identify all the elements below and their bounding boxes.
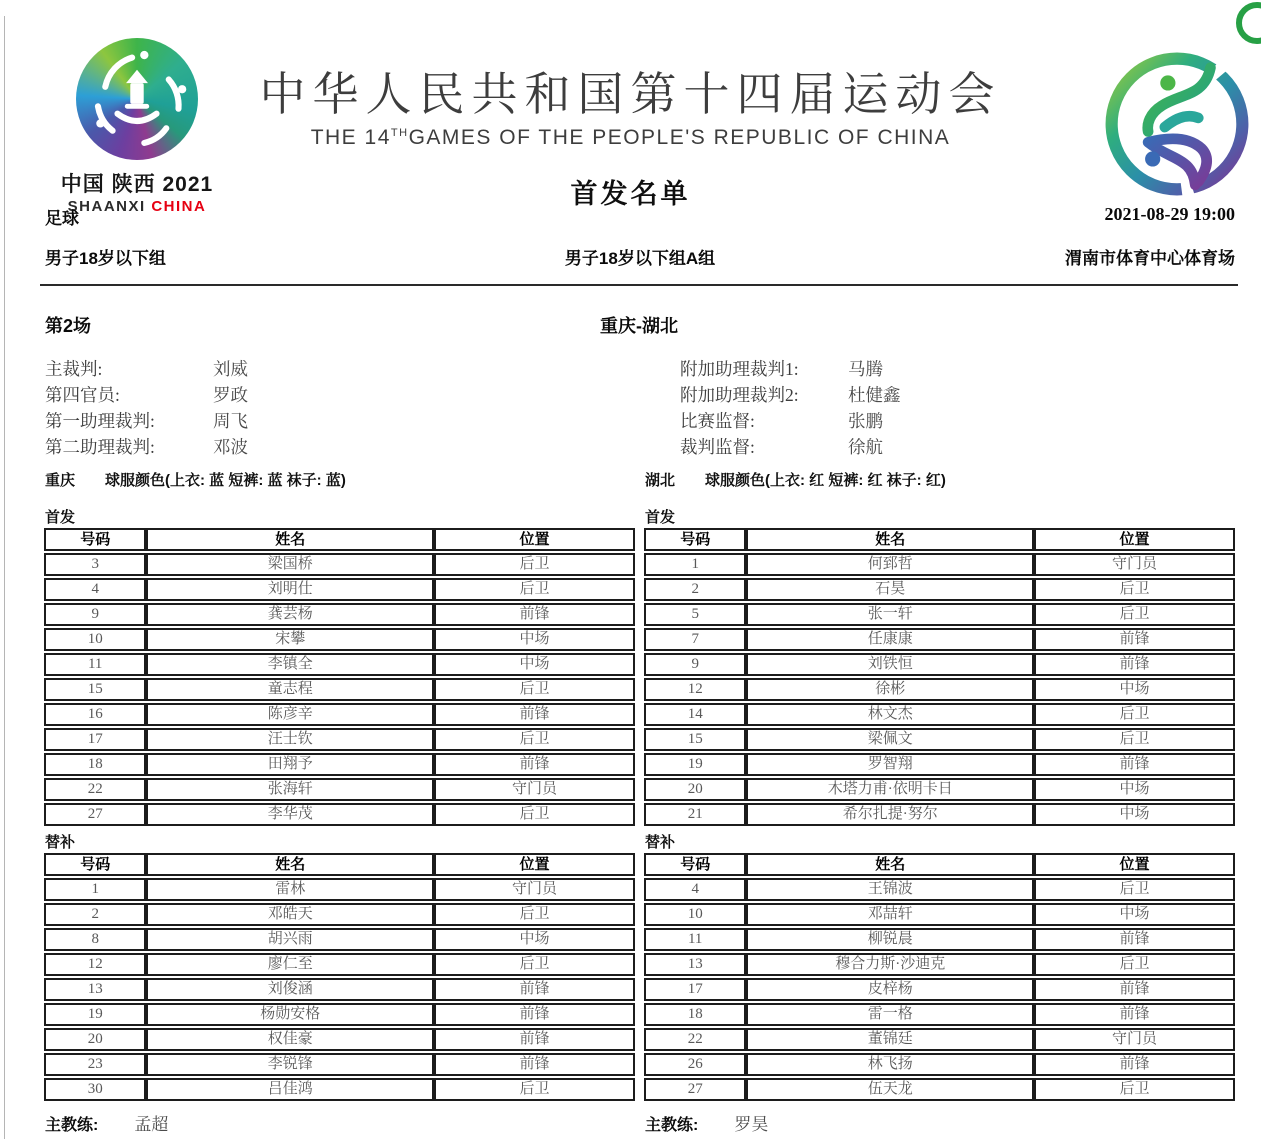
player-number: 18 [644, 1003, 746, 1026]
player-number: 9 [44, 603, 146, 626]
column-header: 号码 [44, 528, 146, 551]
player-row [44, 928, 635, 951]
title-en-rest: GAMES OF THE PEOPLE'S REPUBLIC OF CHINA [408, 126, 951, 149]
player-name: 罗智翔 [746, 753, 1034, 776]
player-name: 石昊 [746, 578, 1034, 601]
player-name: 权佳豪 [146, 1028, 434, 1051]
player-row [644, 978, 1235, 1001]
player-position: 后卫 [1034, 578, 1235, 601]
player-row [644, 703, 1235, 726]
header-row [644, 853, 1235, 876]
player-row [644, 778, 1235, 801]
player-row [44, 978, 635, 1001]
player-position: 前锋 [1034, 1053, 1235, 1076]
shaanxi-2021-logo [58, 38, 216, 215]
official-row [45, 408, 248, 434]
player-position: 后卫 [434, 903, 635, 926]
player-name: 希尔扎提·努尔 [746, 803, 1034, 826]
venue-label: 渭南市体育中心体育场 [1065, 249, 1235, 268]
home-team-name: 重庆 [45, 472, 76, 489]
subs-label-home: 替补 [45, 834, 76, 851]
official-label: 第四官员: [45, 385, 120, 405]
player-name: 吕佳鸿 [146, 1078, 434, 1101]
player-row [44, 903, 635, 926]
player-position: 中场 [1034, 903, 1235, 926]
player-number: 1 [644, 553, 746, 576]
official-name: 马腾 [848, 359, 883, 379]
sport-label: 足球 [45, 209, 79, 228]
subs-table-away [644, 851, 1235, 1103]
player-position: 后卫 [434, 553, 635, 576]
player-row [44, 1053, 635, 1076]
column-header: 姓名 [146, 528, 434, 551]
column-header: 号码 [44, 853, 146, 876]
player-row [44, 1003, 635, 1026]
official-label: 比赛监督: [680, 411, 755, 431]
player-row [644, 1028, 1235, 1051]
official-row [680, 434, 901, 460]
player-name: 王锦波 [746, 878, 1034, 901]
official-row [45, 434, 248, 460]
official-name: 邓波 [213, 437, 248, 457]
player-position: 前锋 [434, 1028, 635, 1051]
player-number: 1 [44, 878, 146, 901]
coach-name-home: 孟超 [134, 1115, 169, 1134]
player-number: 5 [644, 603, 746, 626]
player-position: 后卫 [1034, 603, 1235, 626]
national-games-emblem-icon [1101, 48, 1253, 200]
player-number: 20 [44, 1028, 146, 1051]
group-stage-label: 男子18岁以下组A组 [564, 249, 716, 268]
official-row [680, 408, 901, 434]
player-row [644, 803, 1235, 826]
player-name: 刘俊涵 [146, 978, 434, 1001]
player-name: 徐彬 [746, 678, 1034, 701]
player-position: 前锋 [1034, 1003, 1235, 1026]
column-header: 位置 [434, 853, 635, 876]
player-number: 21 [644, 803, 746, 826]
games-title-cn: 中华人民共和国第十四届运动会 [259, 68, 1002, 120]
official-row [45, 356, 248, 382]
player-row [44, 953, 635, 976]
player-row [44, 1078, 635, 1101]
player-position: 中场 [1034, 678, 1235, 701]
away-team-name: 湖北 [645, 472, 676, 489]
player-number: 2 [644, 578, 746, 601]
player-position: 前锋 [434, 703, 635, 726]
player-position: 中场 [1034, 778, 1235, 801]
player-name: 董锦廷 [746, 1028, 1034, 1051]
player-name: 刘铁恒 [746, 653, 1034, 676]
starters-label-home: 首发 [45, 509, 76, 526]
player-row [644, 603, 1235, 626]
player-position: 后卫 [434, 803, 635, 826]
starters-table-home [44, 526, 635, 828]
player-position: 后卫 [434, 678, 635, 701]
player-row [644, 578, 1235, 601]
player-name: 梁国桥 [146, 553, 434, 576]
meta-row-2 [45, 244, 1235, 269]
player-position: 后卫 [1034, 703, 1235, 726]
column-header: 姓名 [146, 853, 434, 876]
player-position: 前锋 [434, 978, 635, 1001]
player-position: 中场 [1034, 803, 1235, 826]
player-position: 后卫 [1034, 953, 1235, 976]
column-header: 号码 [644, 528, 746, 551]
player-row [44, 653, 635, 676]
official-name: 张鹏 [848, 411, 883, 431]
kit-colors-home [45, 469, 346, 490]
player-name: 何郅哲 [746, 553, 1034, 576]
color-wheel-emblem-icon [76, 38, 198, 160]
starters-label-away: 首发 [645, 509, 676, 526]
player-name: 张一轩 [746, 603, 1034, 626]
player-number: 11 [644, 928, 746, 951]
title-en-prefix: THE 14 [310, 126, 391, 149]
coach-label-away: 主教练: [645, 1117, 699, 1134]
player-number: 10 [44, 628, 146, 651]
games-title-en [210, 126, 1051, 150]
player-position: 守门员 [1034, 1028, 1235, 1051]
player-position: 前锋 [1034, 628, 1235, 651]
player-name: 童志程 [146, 678, 434, 701]
player-name: 张海轩 [146, 778, 434, 801]
player-row [44, 1028, 635, 1051]
player-name: 龚芸杨 [146, 603, 434, 626]
page-edge-line [4, 16, 5, 1139]
coach-label-home: 主教练: [45, 1117, 99, 1134]
match-number: 第2场 [45, 316, 92, 336]
player-row [644, 1003, 1235, 1026]
starters-table-away [644, 526, 1235, 828]
column-header: 姓名 [746, 853, 1034, 876]
player-name: 杨勋安格 [146, 1003, 434, 1026]
player-row [44, 703, 635, 726]
player-name: 木塔力甫·依明卡日 [746, 778, 1034, 801]
header-row [644, 528, 1235, 551]
official-label: 附加助理裁判1: [680, 359, 799, 379]
player-number: 26 [644, 1053, 746, 1076]
player-position: 守门员 [434, 778, 635, 801]
player-name: 皮梓杨 [746, 978, 1034, 1001]
player-position: 前锋 [1034, 978, 1235, 1001]
player-row [644, 1053, 1235, 1076]
subs-table-home [44, 851, 635, 1103]
column-header: 位置 [1034, 528, 1235, 551]
player-position: 前锋 [434, 1003, 635, 1026]
player-row [644, 1078, 1235, 1101]
player-number: 11 [44, 653, 146, 676]
player-number: 2 [44, 903, 146, 926]
official-name: 杜健鑫 [848, 385, 901, 405]
player-name: 胡兴雨 [146, 928, 434, 951]
player-number: 10 [644, 903, 746, 926]
player-name: 穆合力斯·沙迪克 [746, 953, 1034, 976]
player-number: 3 [44, 553, 146, 576]
coach-away [645, 1110, 768, 1135]
player-name: 梁佩文 [746, 728, 1034, 751]
player-number: 27 [644, 1078, 746, 1101]
player-position: 守门员 [1034, 553, 1235, 576]
player-number: 27 [44, 803, 146, 826]
player-row [644, 678, 1235, 701]
player-row [644, 928, 1235, 951]
coach-home [45, 1110, 168, 1135]
player-position: 前锋 [1034, 928, 1235, 951]
player-number: 4 [44, 578, 146, 601]
player-row [644, 653, 1235, 676]
player-number: 4 [644, 878, 746, 901]
player-number: 14 [644, 703, 746, 726]
player-position: 后卫 [434, 728, 635, 751]
player-row [644, 878, 1235, 901]
coach-name-away: 罗昊 [734, 1115, 769, 1134]
player-name: 邓皓天 [146, 903, 434, 926]
player-row [644, 628, 1235, 651]
fixture-title: 重庆-湖北 [600, 316, 678, 336]
player-row [644, 953, 1235, 976]
player-position: 后卫 [434, 953, 635, 976]
official-label: 主裁判: [45, 359, 103, 379]
player-name: 伍天龙 [746, 1078, 1034, 1101]
player-number: 22 [644, 1028, 746, 1051]
column-header: 位置 [434, 528, 635, 551]
player-number: 13 [644, 953, 746, 976]
age-group-label: 男子18岁以下组 [45, 249, 166, 268]
player-position: 中场 [434, 653, 635, 676]
player-row [44, 728, 635, 751]
player-position: 后卫 [1034, 878, 1235, 901]
player-number: 17 [644, 978, 746, 1001]
official-label: 第二助理裁判: [45, 437, 155, 457]
official-label: 裁判监督: [680, 437, 755, 457]
player-position: 前锋 [1034, 653, 1235, 676]
home-kit-colors: 球服颜色(上衣: 蓝 短裤: 蓝 袜子: 蓝) [105, 472, 346, 489]
player-name: 李镇全 [146, 653, 434, 676]
player-name: 柳锐晨 [746, 928, 1034, 951]
player-row [44, 878, 635, 901]
player-name: 林文杰 [746, 703, 1034, 726]
player-number: 9 [644, 653, 746, 676]
player-name: 刘明仕 [146, 578, 434, 601]
player-row [44, 553, 635, 576]
player-name: 宋攀 [146, 628, 434, 651]
player-number: 13 [44, 978, 146, 1001]
meta-row-1 [45, 204, 1235, 229]
player-name: 邓喆轩 [746, 903, 1034, 926]
player-number: 23 [44, 1053, 146, 1076]
player-position: 前锋 [434, 1053, 635, 1076]
column-header: 位置 [1034, 853, 1235, 876]
player-number: 30 [44, 1078, 146, 1101]
header-row [44, 853, 635, 876]
player-position: 前锋 [434, 753, 635, 776]
player-name: 林飞扬 [746, 1053, 1034, 1076]
official-name: 徐航 [848, 437, 883, 457]
document-header [210, 58, 1051, 211]
player-position: 后卫 [1034, 1078, 1235, 1101]
player-name: 陈彦辛 [146, 703, 434, 726]
header-row [44, 528, 635, 551]
away-kit-colors: 球服颜色(上衣: 红 短裤: 红 袜子: 红) [705, 472, 946, 489]
player-row [44, 753, 635, 776]
official-row [680, 382, 901, 408]
pagoda-icon [76, 38, 198, 160]
player-row [44, 628, 635, 651]
subs-label-away: 替补 [645, 834, 676, 851]
officials-list-left [45, 356, 248, 460]
player-row [644, 553, 1235, 576]
official-name: 周飞 [213, 411, 248, 431]
kit-colors-away [645, 469, 946, 490]
corner-badge-icon [1236, 2, 1261, 44]
player-position: 中场 [434, 628, 635, 651]
player-number: 19 [644, 753, 746, 776]
player-position: 后卫 [434, 578, 635, 601]
player-number: 15 [644, 728, 746, 751]
player-number: 17 [44, 728, 146, 751]
player-number: 20 [644, 778, 746, 801]
player-number: 7 [644, 628, 746, 651]
logo-text-shaanxi: SHAANXI [67, 198, 146, 215]
player-number: 19 [44, 1003, 146, 1026]
player-position: 中场 [434, 928, 635, 951]
player-number: 8 [44, 928, 146, 951]
official-name: 刘威 [213, 359, 248, 379]
player-row [44, 578, 635, 601]
player-name: 任康康 [746, 628, 1034, 651]
official-label: 附加助理裁判2: [680, 385, 799, 405]
player-position: 后卫 [1034, 728, 1235, 751]
player-name: 汪士钦 [146, 728, 434, 751]
player-row [44, 803, 635, 826]
player-row [44, 603, 635, 626]
column-header: 号码 [644, 853, 746, 876]
officials-list-right [680, 356, 901, 460]
player-name: 廖仁至 [146, 953, 434, 976]
title-en-sup: TH [390, 127, 409, 139]
player-row [644, 753, 1235, 776]
official-name: 罗政 [213, 385, 248, 405]
player-number: 16 [44, 703, 146, 726]
player-name: 雷林 [146, 878, 434, 901]
player-name: 李华茂 [146, 803, 434, 826]
player-number: 12 [644, 678, 746, 701]
logo-text-china: CHINA [151, 198, 207, 215]
logo-text-cn: 中国 陕西 2021 [60, 173, 214, 196]
column-header: 姓名 [746, 528, 1034, 551]
player-number: 12 [44, 953, 146, 976]
player-position: 前锋 [1034, 753, 1235, 776]
player-row [44, 678, 635, 701]
official-label: 第一助理裁判: [45, 411, 155, 431]
header-divider [40, 284, 1238, 286]
player-row [644, 903, 1235, 926]
page-title: 首发名单 [570, 179, 691, 209]
official-row [45, 382, 248, 408]
player-name: 田翔予 [146, 753, 434, 776]
player-row [44, 778, 635, 801]
player-name: 李锐锋 [146, 1053, 434, 1076]
player-name: 雷一格 [746, 1003, 1034, 1026]
player-position: 前锋 [434, 603, 635, 626]
player-number: 22 [44, 778, 146, 801]
official-row [680, 356, 901, 382]
player-number: 18 [44, 753, 146, 776]
player-number: 15 [44, 678, 146, 701]
player-position: 守门员 [434, 878, 635, 901]
match-datetime: 2021-08-29 19:00 [1104, 204, 1235, 224]
player-row [644, 728, 1235, 751]
player-position: 后卫 [434, 1078, 635, 1101]
